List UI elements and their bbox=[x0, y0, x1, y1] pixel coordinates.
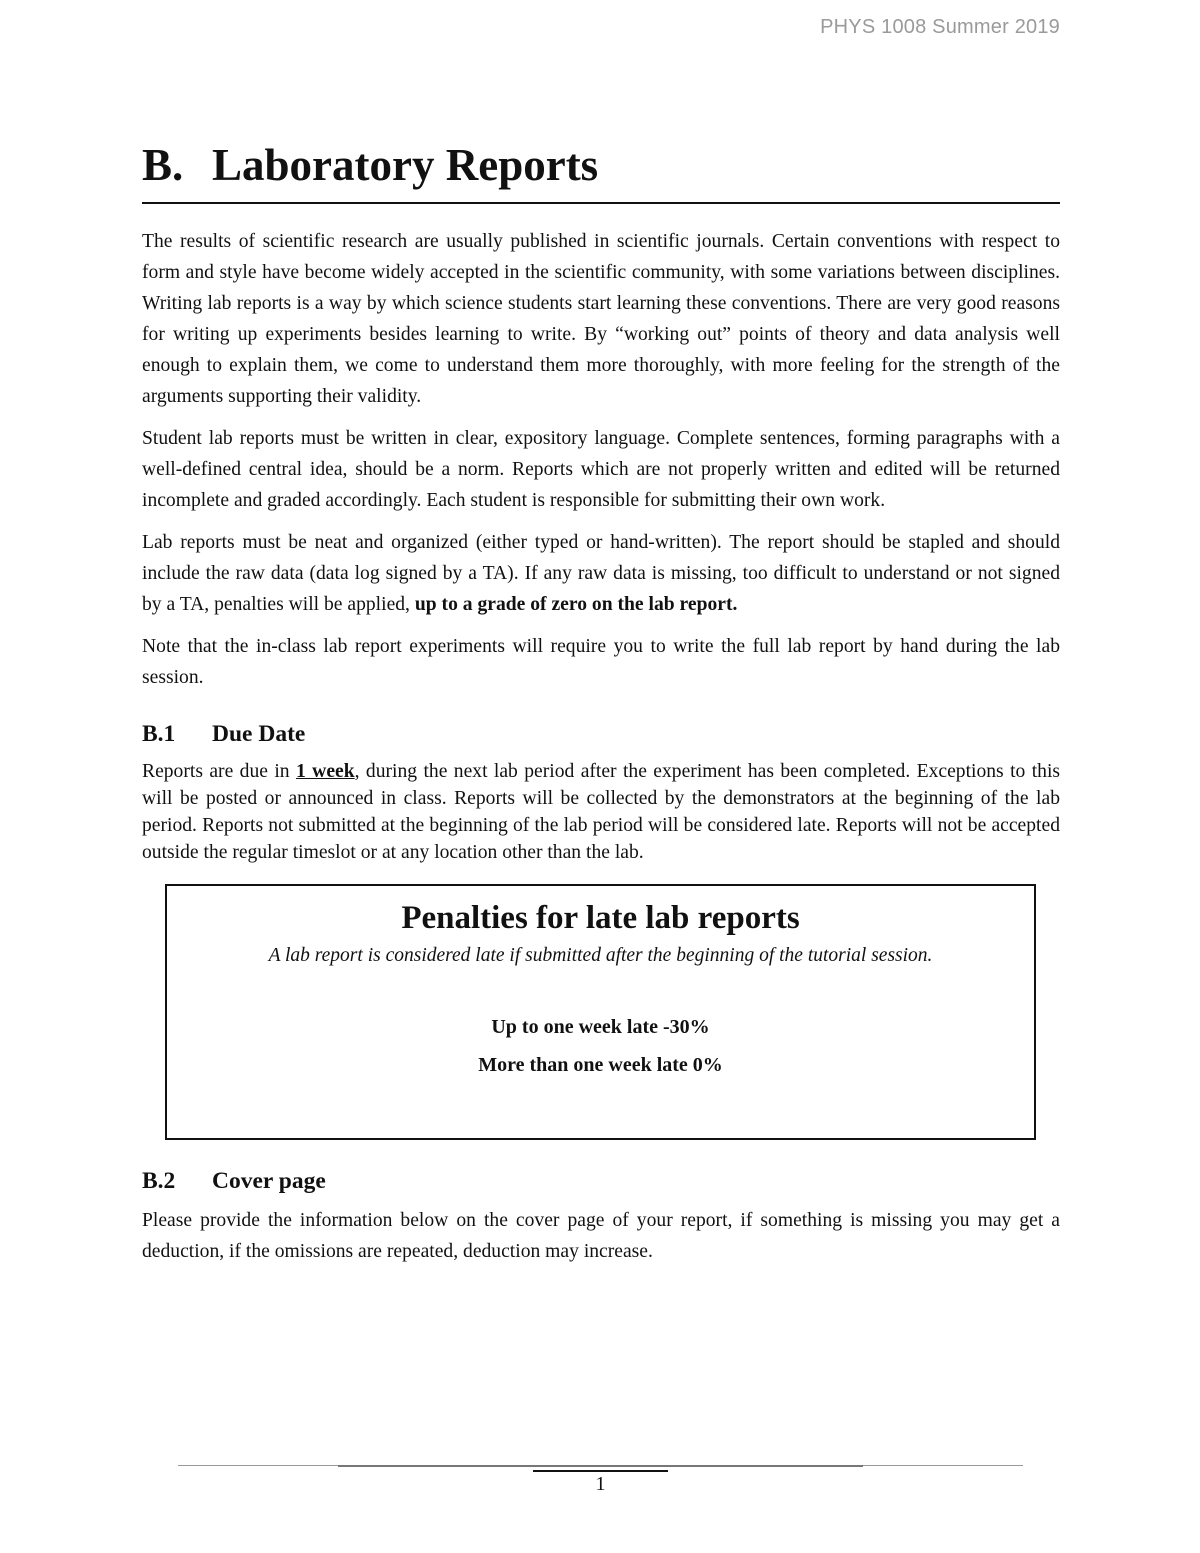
section-number: B.1 bbox=[142, 720, 176, 747]
penalty-subtitle: A lab report is considered late if submitted after the beginning of the tutorial session. bbox=[268, 944, 933, 966]
due-date-paragraph bbox=[142, 758, 1060, 866]
due-text-before: Reports are due in bbox=[142, 760, 296, 782]
penalty-title: Penalties for late lab reports bbox=[401, 899, 800, 936]
page-number: 1 bbox=[595, 1473, 606, 1495]
writing-paragraph: Student lab reports must be written in clear, expository language. Complete sentences, forming paragraphs with a well-defined central idea, should be a norm. Reports which are not properly written and edited will be returned incomplete and graded accordingly. Each student is responsible for submitting their own work. bbox=[142, 427, 1060, 511]
cover-page-paragraph: Please provide the information below on the cover page of your report, if something is missing you may get a deduction, if the omissions are repeated, deduction may increase. bbox=[142, 1209, 1060, 1262]
intro-paragraph: The results of scientific research are usually published in scientific journals. Certain conventions with respect to form and style have become widely accepted in the scientific community, with some variations between disciplines. Writing lab reports is a way by which science students start learning these conventions. There are very good reasons for writing up experiments besides learning to write. By “working out” points of theory and data analysis well enough to explain them, we come to understand them more thoroughly, with more feeling for the strength of the arguments supporting their validity. bbox=[142, 230, 1060, 407]
chapter-title bbox=[142, 140, 1060, 204]
late-penalty-box bbox=[165, 884, 1036, 1140]
section-heading-due-date bbox=[142, 721, 1060, 748]
format-text: Lab reports must be neat and organized (either typed or hand-written). The report should be stapled and should include the raw data (data log signed by a TA). If any raw data is missing, too difficult to understand or not signed by a TA, penalties will be applied, bbox=[142, 531, 1060, 615]
due-text-after: , during the next lab period after the experiment has been completed. Exceptions to this will be posted or announced in class. Reports will be collected by the demonstrators at the beginning of the lab period. Reports not submitted at the beginning of the lab period will be considered late. Reports will not be accepted outside the regular timeslot or at any location other than the lab. bbox=[142, 760, 1061, 863]
footer-rule-accent bbox=[338, 1465, 863, 1467]
running-header: PHYS 1008 Summer 2019 bbox=[820, 16, 1060, 38]
page-footer bbox=[178, 1465, 1023, 1505]
page-content bbox=[142, 140, 1060, 1278]
penalty-one-week: Up to one week late -30% bbox=[491, 1015, 710, 1038]
chapter-title-text: Laboratory Reports bbox=[212, 140, 599, 190]
section-title: Cover page bbox=[212, 1167, 326, 1194]
in-class-note: Note that the in-class lab report experiments will require you to write the full lab report by hand during the lab session. bbox=[142, 635, 1060, 688]
chapter-number: B. bbox=[142, 140, 184, 190]
penalty-over-week: More than one week late 0% bbox=[478, 1053, 723, 1076]
section-number: B.2 bbox=[142, 1167, 176, 1194]
format-paragraph bbox=[142, 527, 1060, 620]
due-emphasis: 1 week bbox=[295, 760, 355, 782]
format-warning: up to a grade of zero on the lab report. bbox=[414, 593, 738, 615]
page-number-rule bbox=[533, 1470, 668, 1472]
section-title: Due Date bbox=[212, 720, 306, 747]
section-heading-cover-page bbox=[142, 1168, 1060, 1195]
